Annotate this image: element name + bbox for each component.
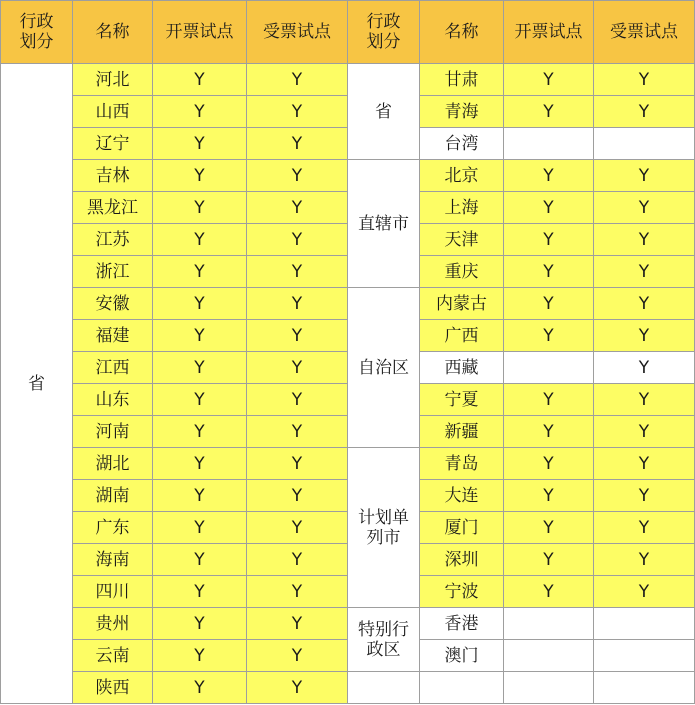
region-name: 辽宁 [73,128,153,160]
region-name: 江苏 [73,224,153,256]
receive-pilot-value: Y [594,352,695,384]
receive-pilot-value: Y [247,128,348,160]
issue-pilot-value: Y [504,576,594,608]
region-name: 湖南 [73,480,153,512]
region-name: 新疆 [420,416,504,448]
receive-pilot-value [594,608,695,640]
issue-pilot-value: Y [504,320,594,352]
receive-pilot-value: Y [594,224,695,256]
header-issue-pilot: 开票试点 [153,1,247,64]
receive-pilot-value: Y [594,480,695,512]
receive-pilot-value: Y [594,288,695,320]
receive-pilot-value: Y [247,352,348,384]
receive-pilot-value: Y [594,544,695,576]
region-name: 宁波 [420,576,504,608]
region-name: 香港 [420,608,504,640]
table-row [1,608,695,640]
receive-pilot-value: Y [594,64,695,96]
receive-pilot-value: Y [247,480,348,512]
region-name: 澳门 [420,640,504,672]
issue-pilot-value [504,352,594,384]
issue-pilot-value: Y [153,256,247,288]
issue-pilot-value: Y [153,672,247,704]
issue-pilot-value: Y [504,96,594,128]
header-row [1,1,695,64]
receive-pilot-value: Y [247,672,348,704]
receive-pilot-value: Y [594,256,695,288]
issue-pilot-value: Y [153,96,247,128]
issue-pilot-value: Y [153,224,247,256]
receive-pilot-value: Y [594,448,695,480]
receive-pilot-value: Y [594,384,695,416]
issue-pilot-value: Y [153,384,247,416]
issue-pilot-value: Y [153,192,247,224]
issue-pilot-value: Y [504,224,594,256]
issue-pilot-value: Y [504,64,594,96]
issue-pilot-value: Y [504,480,594,512]
receive-pilot-value: Y [594,576,695,608]
header-name: 名称 [420,1,504,64]
region-name: 黑龙江 [73,192,153,224]
region-name: 陕西 [73,672,153,704]
region-name: 青海 [420,96,504,128]
issue-pilot-value: Y [153,576,247,608]
receive-pilot-value: Y [594,416,695,448]
receive-pilot-value: Y [247,448,348,480]
region-name: 山西 [73,96,153,128]
issue-pilot-value: Y [153,608,247,640]
issue-pilot-value: Y [504,544,594,576]
region-name: 上海 [420,192,504,224]
receive-pilot-value [594,128,695,160]
issue-pilot-value: Y [153,64,247,96]
issue-pilot-value: Y [153,352,247,384]
region-name: 浙江 [73,256,153,288]
region-name: 青岛 [420,448,504,480]
issue-pilot-value: Y [153,480,247,512]
receive-pilot-value: Y [247,192,348,224]
receive-pilot-value: Y [247,544,348,576]
region-name: 北京 [420,160,504,192]
header-receive-pilot: 受票试点 [594,1,695,64]
table-row [1,672,695,704]
region-name: 西藏 [420,352,504,384]
receive-pilot-value: Y [594,320,695,352]
region-name: 台湾 [420,128,504,160]
region-name: 大连 [420,480,504,512]
receive-pilot-value: Y [247,576,348,608]
receive-pilot-value: Y [247,96,348,128]
table-row [1,288,695,320]
issue-pilot-value: Y [153,288,247,320]
empty-cell [348,672,420,704]
issue-pilot-value: Y [504,160,594,192]
issue-pilot-value: Y [504,192,594,224]
issue-pilot-value: Y [504,256,594,288]
issue-pilot-value: Y [153,544,247,576]
admin-division-label: 计划单 列市 [348,448,420,608]
receive-pilot-value: Y [247,384,348,416]
region-name: 宁夏 [420,384,504,416]
region-name: 安徽 [73,288,153,320]
receive-pilot-value: Y [247,608,348,640]
admin-division-label: 省 [348,64,420,160]
receive-pilot-value: Y [594,192,695,224]
header-issue-pilot: 开票试点 [504,1,594,64]
issue-pilot-value: Y [504,512,594,544]
admin-division-label: 特别行 政区 [348,608,420,672]
region-name: 广东 [73,512,153,544]
receive-pilot-value: Y [247,640,348,672]
table-row [1,64,695,96]
receive-pilot-value: Y [594,96,695,128]
issue-pilot-value: Y [504,384,594,416]
issue-pilot-value: Y [153,416,247,448]
receive-pilot-value: Y [247,160,348,192]
receive-pilot-value: Y [247,256,348,288]
region-name: 天津 [420,224,504,256]
header-name: 名称 [73,1,153,64]
region-name: 贵州 [73,608,153,640]
empty-cell [504,672,594,704]
header-admin-division: 行政 划分 [348,1,420,64]
issue-pilot-value: Y [153,512,247,544]
region-name: 四川 [73,576,153,608]
empty-cell [420,672,504,704]
issue-pilot-value [504,640,594,672]
header-admin-division: 行政 划分 [1,1,73,64]
empty-cell [594,672,695,704]
receive-pilot-value: Y [247,224,348,256]
issue-pilot-value: Y [153,128,247,160]
receive-pilot-value [594,640,695,672]
receive-pilot-value: Y [247,320,348,352]
region-name: 云南 [73,640,153,672]
region-name: 广西 [420,320,504,352]
region-name: 厦门 [420,512,504,544]
region-name: 内蒙古 [420,288,504,320]
region-name: 山东 [73,384,153,416]
region-name: 福建 [73,320,153,352]
region-name: 湖北 [73,448,153,480]
issue-pilot-value: Y [153,160,247,192]
receive-pilot-value: Y [247,416,348,448]
admin-division-label: 省 [1,64,73,704]
region-name: 甘肃 [420,64,504,96]
table-row [1,160,695,192]
region-name: 河南 [73,416,153,448]
receive-pilot-value: Y [247,64,348,96]
admin-division-label: 直辖市 [348,160,420,288]
issue-pilot-value [504,608,594,640]
header-receive-pilot: 受票试点 [247,1,348,64]
region-name: 深圳 [420,544,504,576]
issue-pilot-value: Y [153,448,247,480]
receive-pilot-value: Y [247,512,348,544]
issue-pilot-value [504,128,594,160]
issue-pilot-value: Y [504,416,594,448]
issue-pilot-value: Y [153,320,247,352]
receive-pilot-value: Y [247,288,348,320]
issue-pilot-value: Y [504,448,594,480]
admin-division-label: 自治区 [348,288,420,448]
region-name: 吉林 [73,160,153,192]
issue-pilot-value: Y [153,640,247,672]
receive-pilot-value: Y [594,160,695,192]
receive-pilot-value: Y [594,512,695,544]
table-row [1,448,695,480]
region-name: 河北 [73,64,153,96]
issue-pilot-value: Y [504,288,594,320]
region-name: 重庆 [420,256,504,288]
region-name: 海南 [73,544,153,576]
region-name: 江西 [73,352,153,384]
